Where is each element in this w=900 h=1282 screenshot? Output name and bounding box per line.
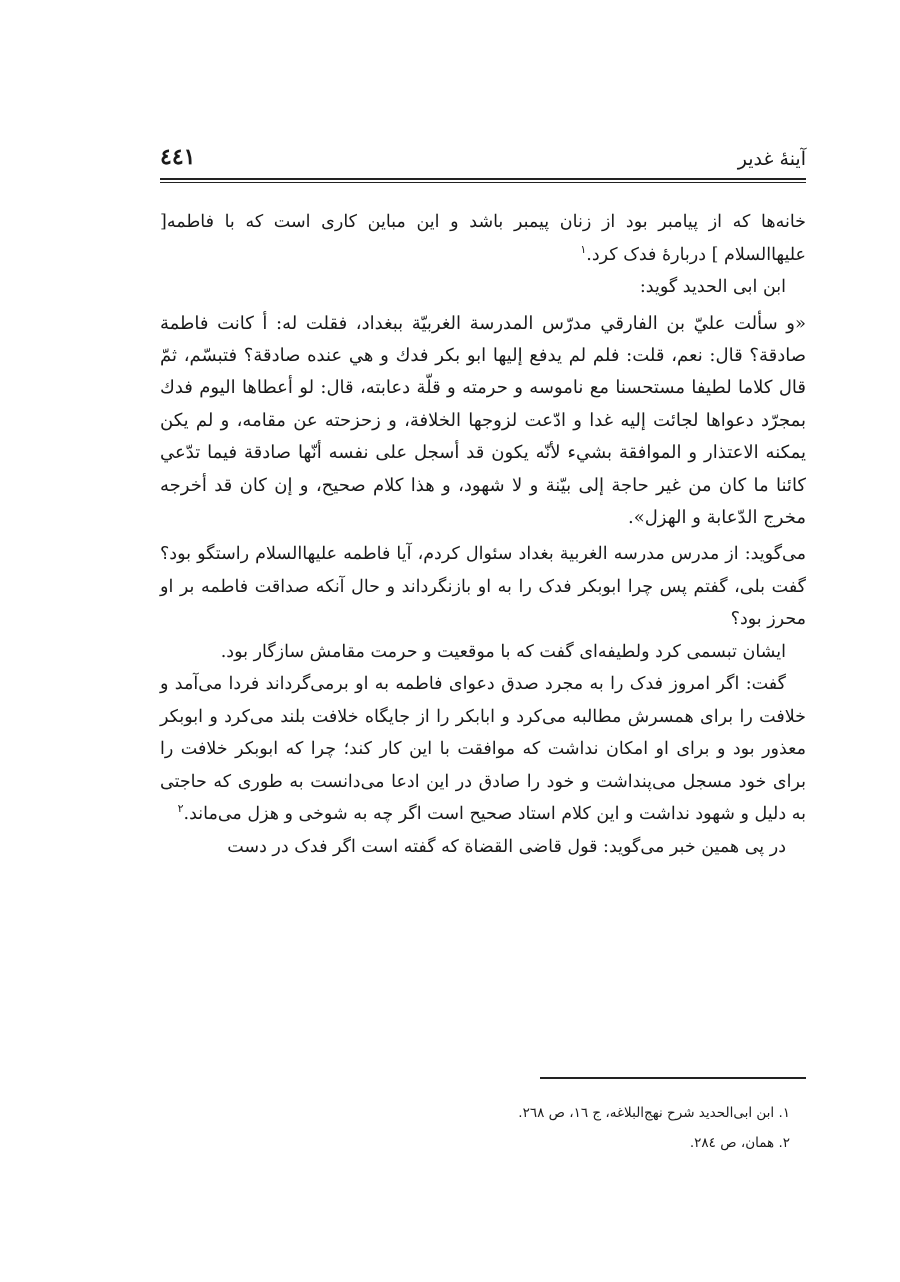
header-rule-thin — [160, 182, 806, 183]
arabic-quotation: «و سألت عليّ بن الفارقي مدرّس المدرسة الغربيّة ببغداد، فقلت له: أ كانت فاطمة صادقة؟ قال: نعم، قلت: فلم لم يدفع إليها ابو بكر فدك و هي عنده صادقة؟ فتبسّم، ثمّ قال كلاما لطيفا مستحسنا مع ناموسه و حرمته و قلّة دعابته، قال: لو أعطاها اليوم فدك بمجرّد دعواها لجائت إليه غدا و ادّعت لزوجها الخلافة، و زحزحته عن مقامه، و لم يكن يمكنه الاعتذار و الموافقة بشيء لأنّه يكون قد أسجل على نفسه أنّها صادقة فيما تدّعي كائنا ما كان من غير حاجة إلى بيّنة و لا شهود، و هذا كلام صحيح، و إن كان قد أخرجه مخرج الدّعابة و الهزل». — [160, 312, 807, 528]
running-title: آینهٔ غدیر — [737, 148, 806, 170]
header-rule-thick — [160, 178, 806, 180]
footnotes — [160, 1098, 790, 1158]
paragraph-explanation-text: گفت: اگر امروز فدک را به مجرد صدق دعوای فاطمه به او برمی‌گرداند فردا می‌آمد و خلافت را برای همسرش مطالبه می‌کرد و ابابکر را از جایگاه خلافت بلند می‌کرد و ابوبکر معذور بود و برای او امکان نداشت که موافقت با این کار کند؛ چرا که ابوبکر خلافت را برای خود مسجل می‌پنداشت و خود را صادق در این ادعا می‌دانست به طوری که حاجتی به دلیل و شهود نداشت و این کلام استاد صحیح است اگر چه به شوخی و هزل می‌ماند. — [160, 674, 806, 825]
paragraph-continuation: در پی همین خبر می‌گوید: قول قاضی القضاة که گفته است اگر فدک در دست — [227, 836, 786, 857]
paragraph-quote-lead: ابن ابی الحدید گوید: — [639, 277, 786, 297]
footnote-ref-2: ٢ — [177, 802, 184, 816]
paragraph-smile: ایشان تبسمی کرد ولطیفه‌ای گفت که با موقعیت و حرمت مقامش سازگار بود. — [220, 641, 786, 662]
footnote-1: ١. ابن ابی‌الحدید شرح نهج‌البلاغه، ج ١٦، ص ٢٦٨. — [518, 1105, 790, 1121]
footnote-separator — [540, 1077, 806, 1079]
paragraph-explanation — [160, 668, 806, 831]
paragraph-translation: می‌گوید: از مدرس مدرسه الغربیة بغداد سئوال کردم، آیا فاطمه علیهاالسلام راستگو بود؟ گفت بلی، گفتم پس چرا ابوبکر فدک را به او بازنگرداند و حال آنکه صداقت فاطمه بر او محرز بود؟ — [160, 544, 806, 630]
footnote-2: ٢. همان، ص ٢٨٤. — [689, 1135, 790, 1151]
page-number: ٤٤١ — [160, 144, 196, 170]
footnote-ref-1: ١ — [580, 242, 587, 256]
page-body — [160, 206, 806, 863]
paragraph-intro — [160, 206, 806, 271]
paragraph-intro-text: خانه‌ها که از پیامبر بود از زنان پیمبر باشد و این مباین کاری است که با فاطمه[ علیهاالسلام ] دربارهٔ فدک کرد. — [160, 212, 806, 265]
running-header — [160, 140, 806, 180]
